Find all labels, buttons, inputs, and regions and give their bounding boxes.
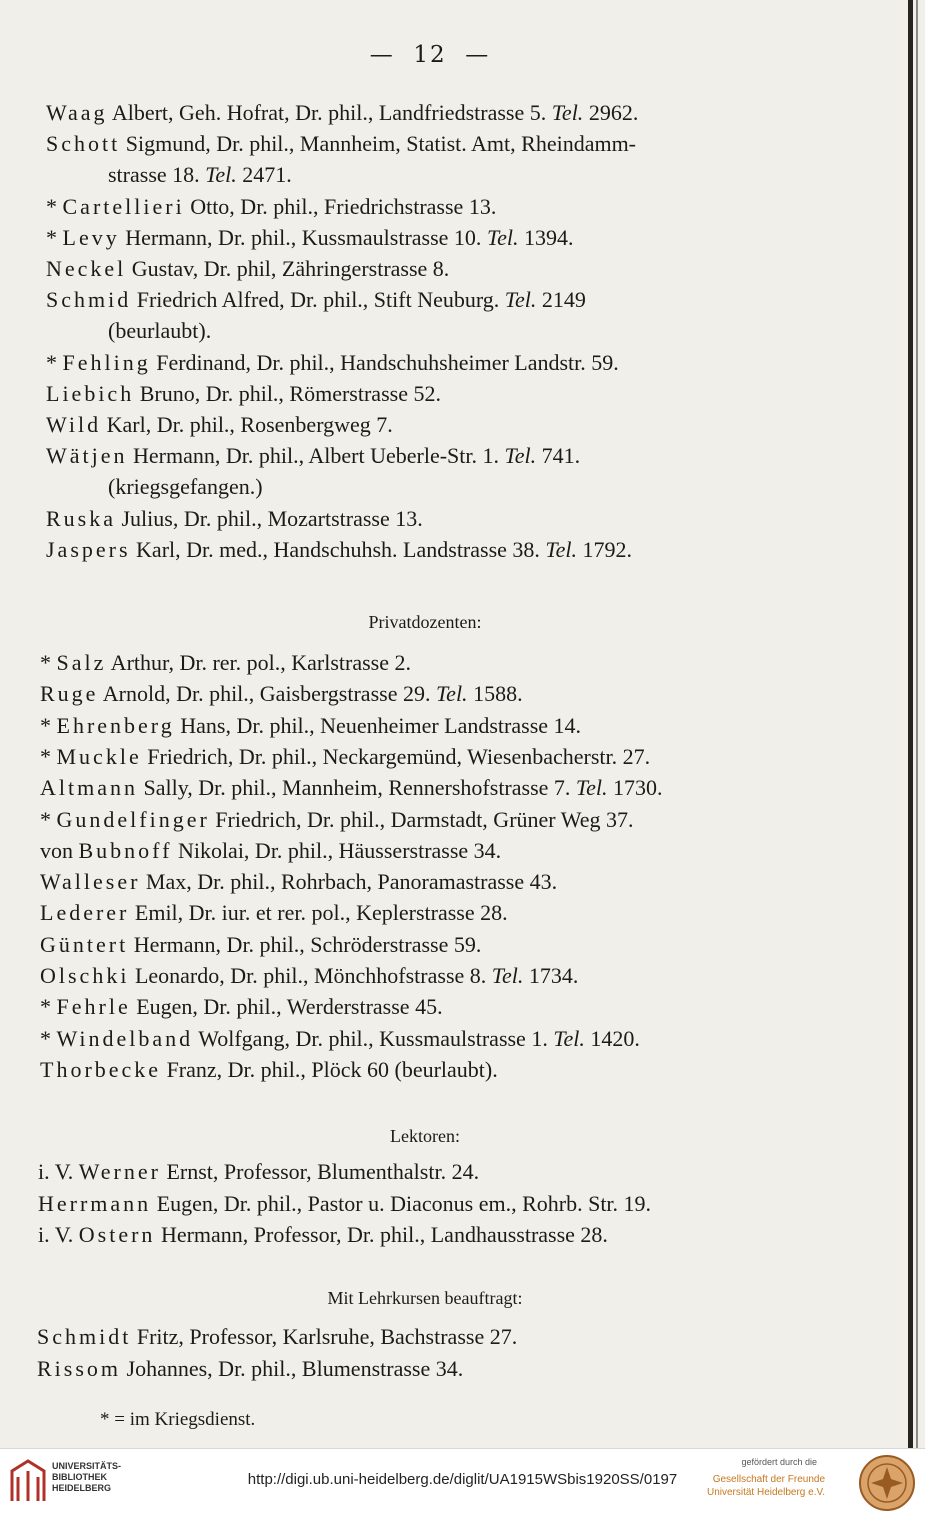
society-name: Gesellschaft der Freunde Universität Heidelberg e.V. [706, 1474, 825, 1498]
entry-text: Eugen, Dr. phil., Werderstrasse 45. [130, 994, 443, 1020]
tel-label: Tel. [545, 536, 578, 562]
entry-surname: Ostern [78, 1222, 156, 1247]
entry-surname: Levy [62, 224, 120, 250]
entry-text: 1734. [523, 963, 579, 988]
entry-line [46, 535, 632, 565]
entry-surname: Ruska [46, 505, 116, 531]
entry-text: Hermann, Dr. phil., Schröderstrasse 59. [128, 931, 482, 957]
entry-surname: Altmann [40, 775, 138, 801]
entry-text: 2149 [536, 287, 586, 313]
tel-label: Tel. [504, 287, 537, 313]
entry-text: Hermann, Dr. phil., Albert Ueberle-Str. 1. [127, 443, 505, 469]
entry-line [40, 1055, 498, 1085]
entry-text: Wolfgang, Dr. phil., Kussmaulstrasse 1. [193, 1025, 554, 1051]
entry-text: Friedrich Alfred, Dr. phil., Stift Neuburg. [131, 287, 505, 313]
entry-text: strasse 18. [108, 162, 206, 188]
entry-line [40, 679, 523, 709]
entry-text: Otto, Dr. phil., Friedrichstrasse 13. [184, 193, 497, 219]
entry-text: Karl, Dr. med., Handschuhsh. Landstrasse 38. [130, 536, 546, 562]
entry-surname: Salz [56, 650, 107, 675]
entry-surname: Liebich [46, 380, 135, 406]
entry-text: * [46, 224, 63, 250]
tel-label: Tel. [504, 443, 537, 469]
entry-text: Ernst, Professor, Blumenthalstr. 24. [160, 1159, 480, 1184]
entry-line [40, 773, 663, 803]
entry-text: Friedrich, Dr. phil., Darmstadt, Grüner Weg 37. [209, 806, 634, 832]
entry-line [46, 98, 638, 128]
lehrkurse-heading: Mit Lehrkursen beauftragt: [327, 1288, 523, 1308]
entry-surname: Schmidt [37, 1324, 132, 1349]
entry-line [40, 992, 443, 1022]
entry-line [46, 410, 393, 440]
entry-text: Hans, Dr. phil., Neuenheimer Landstrasse 14. [174, 712, 582, 738]
entry-surname: Rissom [37, 1355, 122, 1381]
entry-text: 741. [536, 443, 581, 469]
entry-text: (kriegsgefangen.) [108, 474, 263, 500]
entry-text: Sally, Dr. phil., Mannheim, Rennershofstrasse 7. [138, 775, 576, 801]
entry-surname: Wild [46, 412, 102, 437]
tel-label: Tel. [205, 162, 237, 188]
entry-surname: Wätjen [46, 443, 128, 469]
entry-surname: Herrmann [38, 1190, 152, 1216]
entry-surname: Walleser [40, 869, 141, 895]
entry-text: (beurlaubt). [108, 318, 212, 344]
entry-text: Sigmund, Dr. phil., Mannheim, Statist. Amt, Rheindamm- [120, 131, 637, 157]
page-edge-line [916, 0, 918, 1448]
entry-text: Leonardo, Dr. phil., Mönchhofstrasse 8. [129, 963, 492, 988]
entry-text: * [46, 193, 63, 219]
entry-text: Arthur, Dr. rer. pol., Karlstrasse 2. [106, 650, 412, 675]
entry-text: 1588. [467, 681, 523, 707]
entry-line [46, 254, 449, 284]
entry-text: 2471. [236, 162, 292, 188]
entry-surname: Schmid [46, 287, 132, 313]
entry-text: Fritz, Professor, Karlsruhe, Bachstrasse 27. [131, 1324, 518, 1349]
tel-label: Tel. [553, 1025, 585, 1051]
entry-surname: Cartellieri [62, 193, 185, 219]
entry-surname: Schott [46, 131, 121, 157]
entry-line [46, 441, 580, 471]
entry-text: Johannes, Dr. phil., Blumenstrasse 34. [121, 1355, 464, 1381]
university-seal-icon [857, 1453, 917, 1513]
entry-text: i. V. [38, 1159, 79, 1184]
entry-text: 1394. [518, 224, 574, 250]
entry-text: * [40, 806, 57, 832]
entry-line [108, 316, 211, 346]
entry-line [40, 742, 650, 772]
entry-line [46, 129, 636, 159]
entry-line [108, 472, 263, 502]
entry-line [108, 160, 292, 190]
entry-line [38, 1220, 608, 1250]
entry-text: von [40, 837, 79, 863]
entry-line [40, 898, 508, 928]
entry-surname: Thorbecke [40, 1056, 162, 1082]
entry-surname: Waag [46, 100, 108, 125]
page-number: — 12 — [369, 42, 491, 68]
entry-line [38, 1157, 479, 1187]
entry-text: Franz, Dr. phil., Plöck 60 (beurlaubt). [161, 1056, 498, 1082]
funded-by-label: gefördert durch die [741, 1457, 817, 1467]
entry-text: 1420. [584, 1025, 640, 1051]
tel-label: Tel. [435, 681, 468, 707]
entry-line [37, 1354, 463, 1384]
entry-line [40, 711, 581, 741]
entry-line [40, 961, 578, 991]
entry-line [46, 348, 619, 378]
entry-text: Gustav, Dr. phil, Zähringerstrasse 8. [126, 256, 450, 281]
entry-line [40, 1024, 640, 1054]
tel-label: Tel. [486, 224, 519, 250]
entry-text: Hermann, Professor, Dr. phil., Landhausstrasse 28. [155, 1222, 608, 1247]
entry-surname: Lederer [40, 900, 130, 926]
source-url[interactable]: http://digi.ub.uni-heidelberg.de/diglit/UA1915WSbis1920SS/0197 [247, 1471, 678, 1488]
entry-surname: Fehling [62, 349, 151, 375]
entry-surname: Werner [78, 1159, 161, 1184]
entry-text: Karl, Dr. phil., Rosenbergweg 7. [101, 412, 393, 437]
privatdozenten-heading: Privatdozenten: [368, 612, 482, 632]
entry-line [40, 836, 501, 866]
entry-text: 2962. [583, 100, 639, 125]
entry-surname: Fehrle [56, 994, 131, 1020]
entry-text: * [46, 349, 63, 375]
entry-text: Emil, Dr. iur. et rer. pol., Keplerstrasse 28. [129, 900, 508, 926]
entry-text: Max, Dr. phil., Rohrbach, Panoramastrasse 43. [140, 869, 558, 895]
entry-line [46, 223, 574, 253]
footer-bar [0, 1448, 925, 1516]
entry-surname: Olschki [40, 963, 130, 988]
entry-surname: Jaspers [46, 536, 131, 562]
entry-surname: Bubnoff [78, 837, 173, 863]
entry-surname: Ruge [40, 681, 99, 707]
entry-line [46, 192, 496, 222]
entry-text: * [40, 712, 57, 738]
entry-text: * [40, 650, 57, 675]
entry-line [46, 379, 441, 409]
entry-line [38, 1189, 651, 1219]
entry-surname: Windelband [56, 1025, 194, 1051]
entry-surname: Ehrenberg [56, 712, 175, 738]
entry-line [46, 504, 423, 534]
entry-text: 1730. [607, 775, 663, 801]
tel-label: Tel. [551, 100, 584, 125]
entry-text: Albert, Geh. Hofrat, Dr. phil., Landfriedstrasse 5. [107, 100, 552, 125]
entry-line [40, 930, 481, 960]
lektoren-heading: Lektoren: [390, 1126, 460, 1146]
entry-text: Hermann, Dr. phil., Kussmaulstrasse 10. [119, 224, 487, 250]
entry-text: Arnold, Dr. phil., Gaisbergstrasse 29. [98, 681, 436, 707]
entry-text: Julius, Dr. phil., Mozartstrasse 13. [116, 505, 423, 531]
entry-line [37, 1322, 517, 1352]
entry-text: Eugen, Dr. phil., Pastor u. Diaconus em., Rohrb. Str. 19. [151, 1190, 652, 1216]
entry-text: 1792. [577, 536, 633, 562]
entry-line [40, 648, 411, 678]
entry-line [46, 285, 586, 315]
entry-line [40, 805, 633, 835]
tel-label: Tel. [575, 775, 608, 801]
entry-surname: Neckel [46, 256, 127, 281]
entry-text: i. V. [38, 1222, 79, 1247]
tel-label: Tel. [491, 963, 524, 988]
entry-text: * [40, 743, 57, 769]
entry-text: Nikolai, Dr. phil., Häusserstrasse 34. [172, 837, 502, 863]
library-name: UNIVERSITÄTS- BIBLIOTHEK HEIDELBERG [52, 1461, 122, 1493]
entry-text: Bruno, Dr. phil., Römerstrasse 52. [134, 380, 441, 406]
entry-surname: Muckle [56, 743, 142, 769]
entry-text: Friedrich, Dr. phil., Neckargemünd, Wiesenbacherstr. 27. [141, 743, 651, 769]
entry-surname: Gundelfinger [56, 806, 210, 832]
entry-text: * [40, 1025, 57, 1051]
entry-surname: Güntert [40, 931, 129, 957]
page-edge-shadow [908, 0, 913, 1448]
entry-text: * [40, 994, 57, 1020]
footnote: * = im Kriegsdienst. [100, 1409, 256, 1430]
entry-line [40, 867, 557, 897]
entry-text: Ferdinand, Dr. phil., Handschuhsheimer Landstr. 59. [150, 349, 619, 375]
